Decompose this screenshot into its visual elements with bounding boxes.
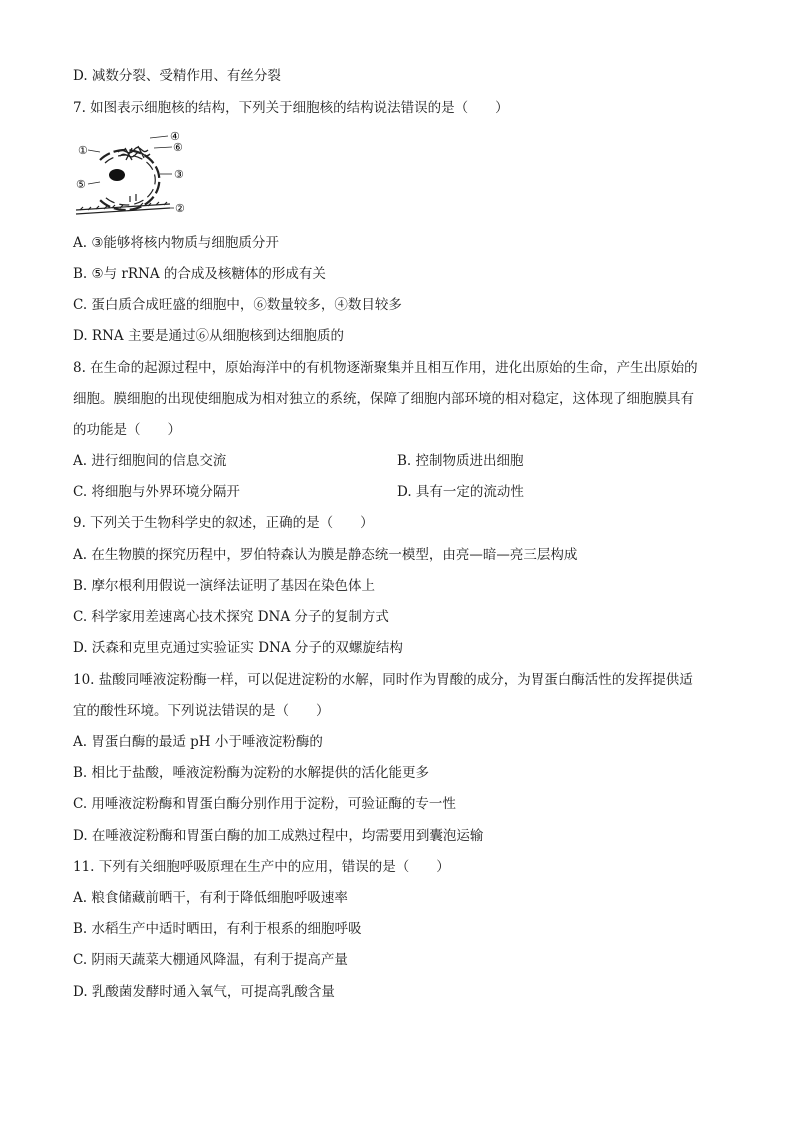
- option-7a: A. ③能够将核内物质与细胞质分开: [73, 235, 279, 251]
- nucleus-structure-figure: [70, 130, 195, 220]
- question-9-stem: 9. 下列关于生物科学史的叙述，正确的是（ ）: [73, 515, 374, 531]
- option-6d: D. 减数分裂、受精作用、有丝分裂: [73, 68, 281, 84]
- question-8-stem-line2: 细胞。膜细胞的出现使细胞成为相对独立的系统，保障了细胞内部环境的相对稳定，这体现了细胞膜具有: [73, 391, 694, 407]
- option-10b: B. 相比于盐酸，唾液淀粉酶为淀粉的水解提供的活化能更多: [73, 765, 430, 781]
- endoplasmic-reticulum: [76, 194, 170, 214]
- option-9c: C. 科学家用差速离心技术探究 DNA 分子的复制方式: [73, 609, 389, 625]
- nucleolus: [109, 169, 125, 181]
- option-7d: D. RNA 主要是通过⑥从细胞核到达细胞质的: [73, 328, 344, 344]
- option-8a: A. 进行细胞间的信息交流: [73, 453, 227, 469]
- option-10a: A. 胃蛋白酶的最适 pH 小于唾液淀粉酶的: [73, 734, 323, 750]
- option-8b: B. 控制物质进出细胞: [397, 453, 524, 469]
- option-10c: C. 用唾液淀粉酶和胃蛋白酶分别作用于淀粉，可验证酶的专一性: [73, 796, 456, 812]
- option-8c: C. 将细胞与外界环境分隔开: [73, 484, 240, 500]
- option-8d: D. 具有一定的流动性: [397, 484, 524, 500]
- option-9b: B. 摩尔根利用假说一演绎法证明了基因在染色体上: [73, 578, 376, 594]
- option-11c: C. 阴雨天蔬菜大棚通风降温，有利于提高产量: [73, 952, 348, 968]
- label-circle-2: ②: [175, 202, 185, 215]
- option-11a: A. 粮食储藏前晒干，有利于降低细胞呼吸速率: [73, 890, 348, 906]
- option-9d: D. 沃森和克里克通过实验证实 DNA 分子的双螺旋结构: [73, 640, 403, 656]
- label-circle-1: ①: [78, 144, 88, 157]
- label-circle-6: ⑥: [173, 141, 183, 154]
- option-7b: B. ⑤与 rRNA 的合成及核糖体的形成有关: [73, 266, 326, 282]
- option-9a: A. 在生物膜的探究历程中，罗伯特森认为膜是静态统一模型，由亮—暗—亮三层构成: [73, 547, 578, 563]
- option-10d: D. 在唾液淀粉酶和胃蛋白酶的加工成熟过程中，均需要用到囊泡运输: [73, 828, 484, 844]
- question-11-stem: 11. 下列有关细胞呼吸原理在生产中的应用，错误的是（ ）: [73, 859, 450, 875]
- label-circle-3: ③: [174, 168, 184, 181]
- question-8-stem-line1: 8. 在生命的起源过程中，原始海洋中的有机物逐渐聚集并且相互作用，进化出原始的生命，产生出原始的: [73, 360, 698, 376]
- question-10-stem-line2: 宜的酸性环境。下列说法错误的是（ ）: [73, 703, 330, 719]
- label-circle-4: ④: [170, 130, 180, 143]
- question-7-stem: 7. 如图表示细胞核的结构，下列关于细胞核的结构说法错误的是（ ）: [73, 100, 509, 116]
- question-10-stem-line1: 10. 盐酸同唾液淀粉酶一样，可以促进淀粉的水解，同时作为胃酸的成分，为胃蛋白酶活性的发挥提供适: [73, 672, 693, 688]
- option-7c: C. 蛋白质合成旺盛的细胞中，⑥数量较多，④数目较多: [73, 297, 402, 313]
- option-11b: B. 水稻生产中适时晒田，有利于根系的细胞呼吸: [73, 921, 362, 937]
- question-8-stem-line3: 的功能是（ ）: [73, 422, 181, 438]
- chromatin: [118, 146, 150, 160]
- option-11d: D. 乳酸菌发酵时通入氧气，可提高乳酸含量: [73, 984, 335, 1000]
- label-circle-5: ⑤: [76, 178, 86, 191]
